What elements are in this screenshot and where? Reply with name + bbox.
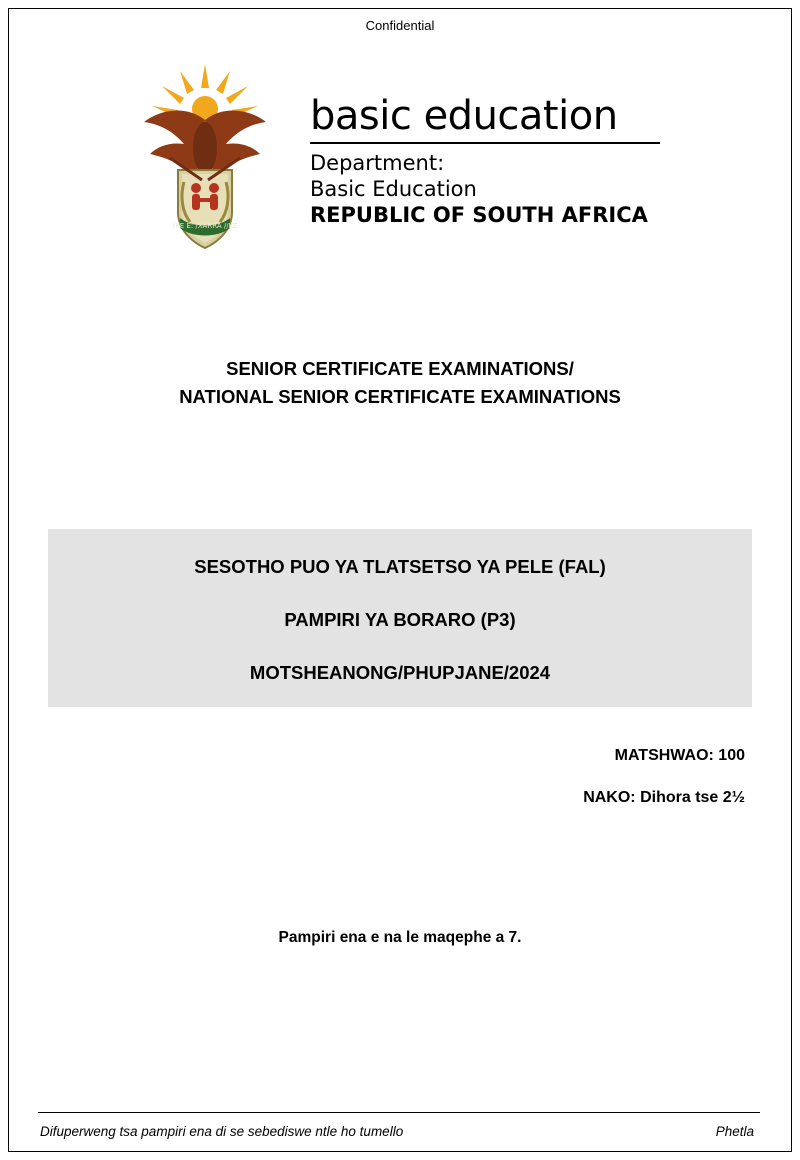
total-marks: MATSHWAO: 100 [614, 747, 745, 764]
exam-title-line-2: NATIONAL SENIOR CERTIFICATE EXAMINATIONS [179, 385, 621, 407]
department-line-3: REPUBLIC OF SOUTH AFRICA [310, 203, 648, 228]
exam-title [0, 355, 800, 411]
footer-turn-over: Phetla [715, 1124, 754, 1139]
department-line-1: Department: [310, 151, 445, 175]
paper-session: MOTSHEANONG/PHUPJANE/2024 [249, 662, 551, 683]
confidential-label: Confidential [365, 18, 435, 33]
brand-title: basic education [310, 93, 618, 139]
svg-text:!KE E: /XARRA //KE: !KE E: /XARRA //KE [172, 222, 238, 230]
department-header [130, 62, 690, 257]
footer-copyright-note: Difuperweng tsa pampiri ena di se sebediswe ntle ho tumello [40, 1124, 404, 1139]
footer-divider [38, 1112, 760, 1113]
paper-subject: SESOTHO PUO YA TLATSETSO YA PELE (FAL) [194, 556, 606, 577]
page-count-note: Pampiri ena e na le maqephe a 7. [278, 929, 522, 946]
paper-number: PAMPIRI YA BORARO (P3) [284, 609, 516, 630]
brand-underline [310, 142, 660, 144]
exam-duration: NAKO: Dihora tse 2½ [583, 789, 745, 806]
paper-details-box [48, 529, 752, 707]
department-wordmark [310, 93, 690, 230]
exam-title-line-1: SENIOR CERTIFICATE EXAMINATIONS/ [226, 358, 574, 379]
department-line-2: Basic Education [310, 176, 477, 201]
south-african-coat-of-arms-icon [130, 62, 280, 252]
